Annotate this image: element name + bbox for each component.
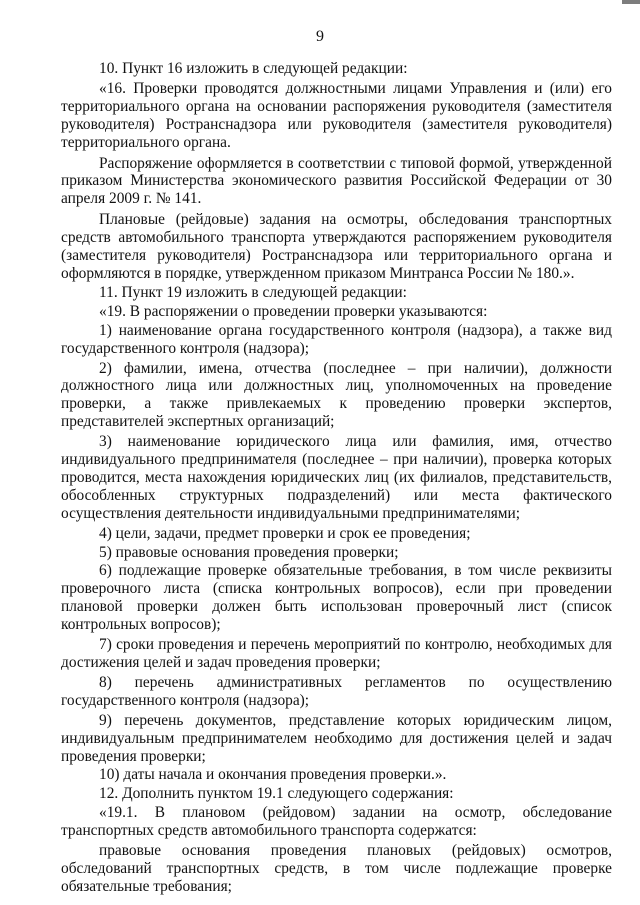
paragraph-order-form: Распоряжение оформляется в соответствии с типовой формой, утвержденной приказом Министерства экономического развития Российской Федерации от 30 апреля 2009 г. № 141. bbox=[61, 154, 612, 208]
paragraph-legal-grounds: правовые основания проведения плановых (рейдовых) осмотров, обследований транспортных средств, в том числе подлежащие проверке обязательные требования; bbox=[61, 842, 612, 895]
paragraph-raid-tasks: Плановые (рейдовые) задания на осмотры, обследования транспортных средств автомобильного транспорта утверждаются распоряжением руководителя (заместителя руководителя) Ространснадзора или территориального органа и оформляются в порядке, утвержденном приказом Минтранса России № 180.». bbox=[61, 211, 612, 282]
scan-edge-mark bbox=[622, 0, 640, 4]
list-item-5: 5) правовые основания проведения проверки; bbox=[99, 543, 399, 561]
paragraph-item-12-header: 12. Дополнить пунктом 19.1 следующего содержания: bbox=[99, 785, 454, 803]
paragraph-clause-16: «16. Проверки проводятся должностными лицами Управления и (или) его территориального органа на основании распоряжения руководителя (заместителя руководителя) Ространснадзора или руководителя (заместителя руководителя) территориального органа. bbox=[61, 79, 612, 151]
paragraph-item-10-header: 10. Пункт 16 изложить в следующей редакции: bbox=[99, 60, 408, 77]
list-item-1: 1) наименование органа государственного контроля (надзора), а также вид государственного контроля (надзора); bbox=[61, 321, 612, 357]
list-item-8: 8) перечень административных регламентов по осуществлению государственного контроля (надзора); bbox=[61, 673, 612, 709]
list-item-3: 3) наименование юридического лица или фамилия, имя, отчество индивидуального предпринимателя (последнее – при наличии), проверка которых проводится, места нахождения юридических лиц (их филиалов, представительств, обособленных структурных подразделений) или места фактического осуществления деятельности индивидуальными предпринимателями; bbox=[61, 433, 612, 522]
list-item-7: 7) сроки проведения и перечень мероприятий по контролю, необходимых для достижения целей и задач проведения проверки; bbox=[61, 636, 612, 671]
list-item-4: 4) цели, задачи, предмет проверки и срок ее проведения; bbox=[99, 524, 471, 542]
paragraph-clause-19: «19. В распоряжении о проведении проверки указываются: bbox=[99, 302, 488, 320]
list-item-10: 10) даты начала и окончания проведения проверки.». bbox=[99, 766, 447, 784]
document-body bbox=[61, 60, 612, 896]
list-item-2: 2) фамилии, имена, отчества (последнее – при наличии), должности должностного лица или должностных лиц, уполномоченных на проведение проверки, а также привлекаемых к проведению проверки экспертов, представителей экспертных организаций; bbox=[61, 359, 612, 431]
page-number: 9 bbox=[316, 28, 324, 45]
paragraph-clause-19-1: «19.1. В плановом (рейдовом) задании на осмотр, обследование транспортных средств автомобильного транспорта содержатся: bbox=[61, 804, 612, 840]
paragraph-item-11-header: 11. Пункт 19 изложить в следующей редакции: bbox=[99, 283, 407, 301]
list-item-9: 9) перечень документов, представление которых юридическим лицом, индивидуальным предпринимателем необходимо для достижения целей и задач проведения проверки; bbox=[61, 711, 612, 765]
list-item-6: 6) подлежащие проверке обязательные требования, в том числе реквизиты проверочного листа (списка контрольных вопросов), если при проведении плановой проверки должен быть использован проверочный лист (список контрольных вопросов); bbox=[61, 562, 612, 634]
